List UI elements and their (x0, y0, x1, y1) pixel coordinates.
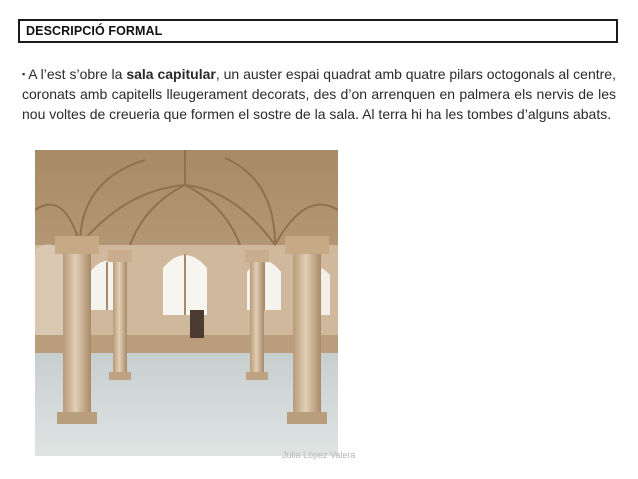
chapter-house-photo (35, 150, 338, 456)
author-credit: Júlia López Valera (282, 450, 356, 460)
slide-title-box (18, 19, 618, 43)
abbot-chair (190, 310, 204, 338)
left-arch (35, 244, 65, 350)
slide-title: DESCRIPCIÓ FORMAL (26, 24, 163, 38)
paragraph-text-start: A l’est s’obre la (28, 66, 127, 82)
description-paragraph (22, 64, 616, 124)
bullet-icon: ▪ (22, 69, 26, 79)
paragraph-text-end: , un auster espai quadrat amb quatre pilars octogonals al centre, coronats amb capitells lleugerament decorats, des d’on arrenquen en palmera els nervis de les nou voltes de creueria que formen el sostre de la sala. Al terra hi ha les tombes d’alguns abats. (22, 66, 616, 122)
paragraph-emphasis: sala capitular (126, 66, 216, 82)
